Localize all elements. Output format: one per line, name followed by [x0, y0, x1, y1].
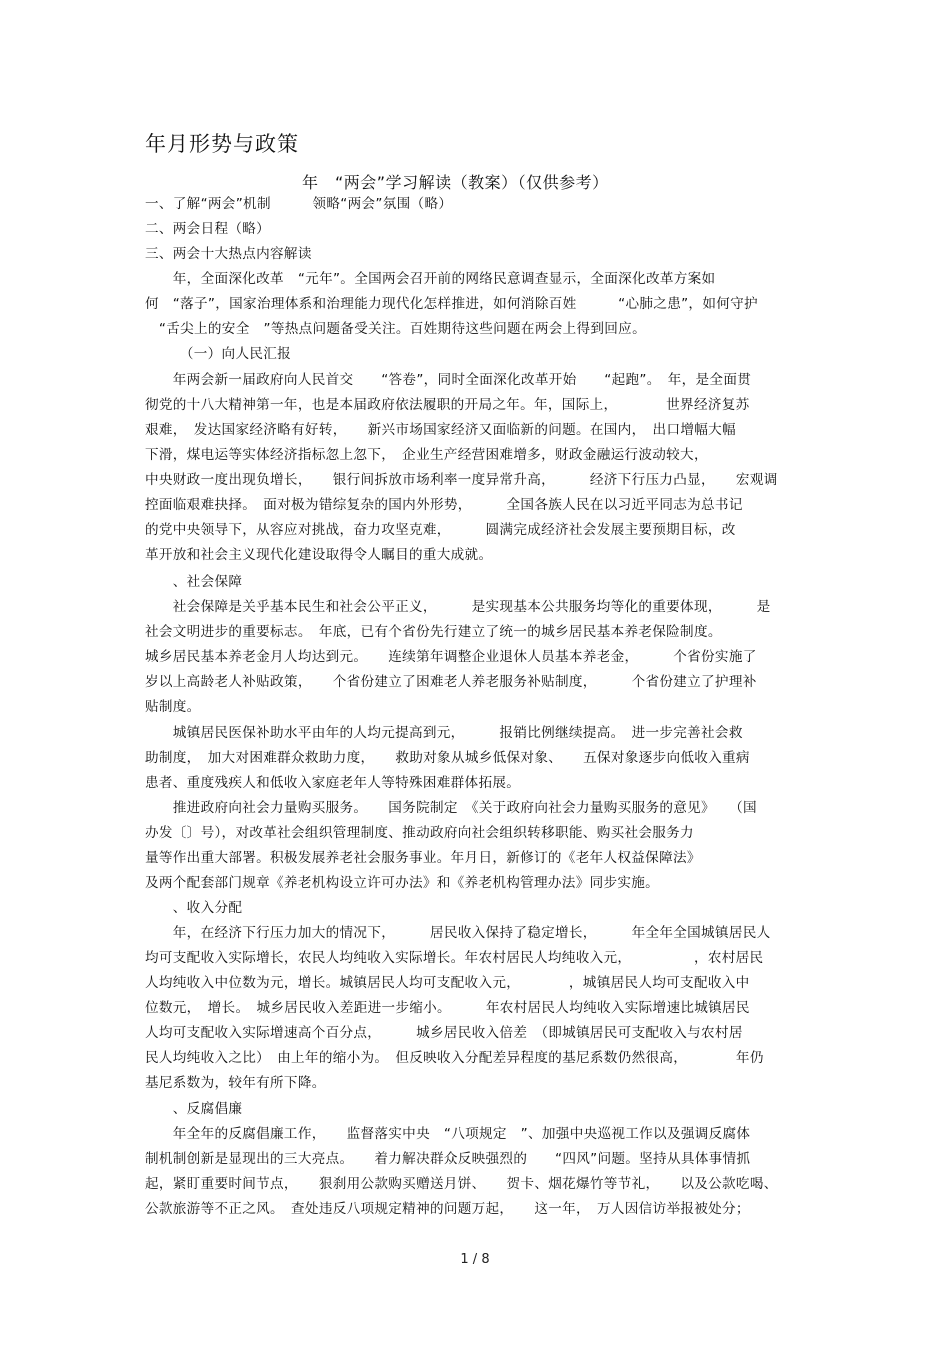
text-line: 三、两会十大热点内容解读 [145, 246, 312, 262]
text-line: 及两个配套部门规章《养老机构设立许可办法》和《养老机构管理办法》同步实施。 [145, 875, 660, 891]
text-line: 推进政府向社会力量购买服务。 国务院制定 《关于政府向社会力量购买服务的意见》 （国 [145, 800, 757, 816]
text-line: （一）向人民汇报 [145, 346, 292, 362]
text-line: 革开放和社会主义现代化建设取得令人瞩目的重大成就。 [145, 547, 493, 563]
text-line: 城乡居民基本养老金月人均达到元。 连续第年调整企业退休人员基本养老金， 个省份实施了 [145, 649, 757, 665]
text-line: 二、两会日程（略） [145, 221, 271, 237]
text-line: 城镇居民医保补助水平由年的人均元提高到元， 报销比例继续提高。 进一步完善社会救 [145, 725, 743, 741]
text-line: 患者、重度残疾人和低收入家庭老年人等特殊困难群体拓展。 [145, 775, 521, 791]
text-line: 的党中央领导下，从容应对挑战，奋力攻坚克难， 圆满完成经济社会发展主要预期目标，改 [145, 522, 736, 538]
text-line: 量等作出重大部署。积极发展养老社会服务事业。年月日，新修订的《老年人权益保障法》 [145, 850, 701, 866]
text-line: 一、了解“两会”机制 领略“两会”氛围（略） [145, 196, 453, 212]
text-line: 艰难， 发达国家经济略有好转， 新兴市场国家经济又面临新的问题。在国内， 出口增幅大幅 [145, 422, 736, 438]
text-line: 助制度， 加大对困难群众救助力度， 救助对象从城乡低保对象、 五保对象逐步向低收入重病 [145, 750, 750, 766]
text-line: 起，紧盯重要时间节点， 狠刹用公款购买赠送月饼、 贺卡、烟花爆竹等节礼， 以及公款吃喝、 [145, 1176, 778, 1192]
text-line: 位数元， 增长。 城乡居民收入差距进一步缩小。 年农村居民人均纯收入实际增速比城镇居民 [145, 1000, 750, 1016]
text-line: 社会文明进步的重要标志。 年底，已有个省份先行建立了统一的城乡居民基本养老保险制度。 [145, 624, 722, 640]
document-title: 年月形势与政策 [145, 132, 299, 156]
page-number: 1 / 8 [460, 1252, 490, 1267]
text-line: 年两会新一届政府向人民首交 “答卷”，同时全面深化改革开始 “起跑”。 年，是全面贯 [145, 372, 752, 388]
text-line: 年，全面深化改革 “元年”。全国两会召开前的网络民意调查显示，全面深化改革方案如 [145, 271, 716, 287]
text-line: 、社会保障 [145, 574, 243, 590]
text-line: 人均可支配收入实际增速高个百分点， 城乡居民收入倍差 （即城镇居民可支配收入与农村居 [145, 1025, 743, 1041]
text-line: “舌尖上的安全 ”等热点问题备受关注。百姓期待这些问题在两会上得到回应。 [145, 321, 646, 337]
text-line: 下滑，煤电运等实体经济指标忽上忽下， 企业生产经营困难增多，财政金融运行波动较大， [145, 447, 708, 463]
text-line: 贴制度。 [145, 699, 201, 715]
text-line: 社会保障是关乎基本民生和社会公平正义， 是实现基本公共服务均等化的重要体现， 是 [145, 599, 771, 615]
text-line: 公款旅游等不正之风。 查处违反八项规定精神的问题万起， 这一年， 万人因信访举报被处分； [145, 1201, 750, 1217]
text-line: 民人均纯收入之比） 由上年的缩小为。 但反映收入分配差异程度的基尼系数仍然很高， 年仍 [145, 1050, 764, 1066]
text-line: 何 “落子”，国家治理体系和治理能力现代化怎样推进，如何消除百姓 “心肺之患”，如何守护 [145, 296, 758, 312]
text-line: 岁以上高龄老人补贴政策， 个省份建立了困难老人养老服务补贴制度， 个省份建立了护理补 [145, 674, 757, 690]
text-line: 制机制创新是显现出的三大亮点。 着力解决群众反映强烈的 “四风”问题。坚持从具体事情抓 [145, 1151, 751, 1167]
text-line: 基尼系数为，较年有所下降。 [145, 1075, 326, 1091]
text-line: 、收入分配 [145, 900, 243, 916]
text-line: 人均纯收入中位数为元，增长。城镇居民人均可支配收入元， ，城镇居民人均可支配收入中 [145, 975, 750, 991]
text-line: 年，在经济下行压力加大的情况下， 居民收入保持了稳定增长， 年全年全国城镇居民人 [145, 925, 771, 941]
text-line: 、反腐倡廉 [145, 1101, 243, 1117]
text-line: 均可支配收入实际增长，农民人均纯收入实际增长。年农村居民人均纯收入元， ，农村居民 [145, 950, 764, 966]
text-line: 中央财政一度出现负增长， 银行间拆放市场利率一度异常升高， 经济下行压力凸显， 宏观调 [145, 472, 778, 488]
text-line: 控面临艰难抉择。 面对极为错综复杂的国内外形势， 全国各族人民在以习近平同志为总书记 [145, 497, 743, 513]
text-line: 彻党的十八大精神第一年，也是本届政府依法履职的开局之年。年，国际上， 世界经济复苏 [145, 397, 750, 413]
text-line: 年全年的反腐倡廉工作， 监督落实中央 “八项规定 ”、加强中央巡视工作以及强调反腐体 [145, 1126, 751, 1142]
document-subtitle: 年 “两会”学习解读（教案）（仅供参考） [302, 173, 609, 192]
text-line: 办发〔〕号），对改革社会组织管理制度、推动政府向社会组织转移职能、购买社会服务力 [145, 825, 694, 841]
